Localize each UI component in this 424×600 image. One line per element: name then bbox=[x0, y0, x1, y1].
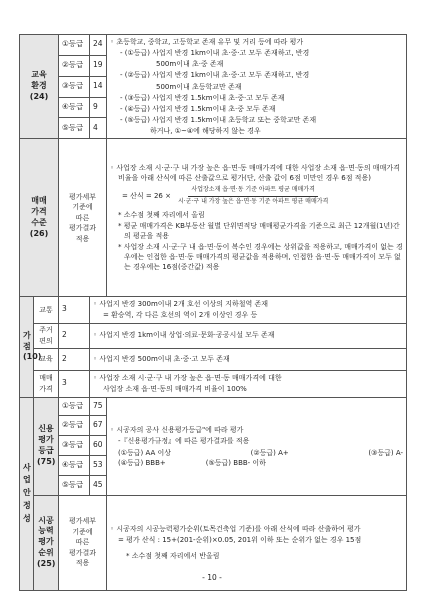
capacity-category: 시공 능력 평가 순위 (25) bbox=[34, 495, 59, 590]
bonus-row-3 bbox=[20, 348, 407, 370]
formula-fraction bbox=[175, 186, 331, 206]
price-category: 매매 가격 수준 (26) bbox=[20, 139, 59, 297]
page-number: - 10 - bbox=[202, 573, 222, 582]
grade-score: 67 bbox=[90, 415, 107, 435]
edu-row-1 bbox=[20, 35, 407, 56]
desc-note: * 소수점 첫째 자리에서 반올림 bbox=[126, 551, 220, 560]
grade-label: ①등급 bbox=[59, 397, 90, 415]
grade-label: ①등급 bbox=[59, 35, 90, 56]
credit-grade-text: (②등급) A+ bbox=[250, 448, 289, 457]
credit-grade-text: (⑤등급) BBB- 이하 bbox=[205, 458, 266, 467]
desc-note: * 평균 매매가격은 KB부동산 월별 단위면적당 매매평균가격을 기준으로 최근 12개월(1년)간의 평균을 적용 bbox=[118, 221, 400, 240]
grade-label: ⑤등급 bbox=[59, 475, 90, 495]
grade-label: ②등급 bbox=[59, 55, 90, 76]
bonus-label: 매매 가격 bbox=[34, 370, 59, 397]
desc-line: -『신용평가규정』에 따른 평가결과를 적용 bbox=[118, 437, 250, 446]
grade-score: 14 bbox=[90, 76, 107, 97]
grade-label: ③등급 bbox=[59, 435, 90, 455]
desc-note: * 사업장 소재 시·군·구 내 읍·면·동이 복수인 경우에는 상위값을 적용하고, 매매가격이 없는 경우에는 인접한 읍·면·동 매매가격의 평균값을 적용하며, 인접한 읍·면·동 매매가격이 모두 없는 경우에는 16점(중간값) 적용 bbox=[118, 243, 403, 272]
desc-line: ◦ 사업지 반경 300m이내 2개 호선 이상의 지하철역 존재 bbox=[93, 300, 269, 309]
grade-score: 19 bbox=[90, 55, 107, 76]
bonus-score: 2 bbox=[59, 348, 90, 370]
capacity-eval-method: 평가세부 기준에 따른 평가결과 적용 bbox=[59, 495, 107, 590]
grade-label: ④등급 bbox=[59, 97, 90, 118]
credit-grade-line-1 bbox=[110, 448, 403, 458]
bonus-score: 3 bbox=[59, 297, 90, 323]
desc-line: - (②등급) 사업지 반경 1km이내 초·중·고 모두 존재하고, 반경 bbox=[120, 71, 310, 80]
price-description bbox=[107, 139, 407, 297]
bonus-row-4 bbox=[20, 370, 407, 397]
formula-prefix: = 산식 = 26 × bbox=[122, 192, 171, 201]
grade-label: ④등급 bbox=[59, 455, 90, 475]
desc-line: = 평가 산식 : 15+(201-순위)×0.05, 201위 이하 또는 순위가 없는 경우 15점 bbox=[118, 536, 362, 545]
grade-score: 9 bbox=[90, 97, 107, 118]
evaluation-criteria-table bbox=[19, 34, 407, 591]
grade-score: 45 bbox=[90, 475, 107, 495]
desc-line: 사업장 소재 읍·면·동의 매매가격 비율이 100% bbox=[103, 385, 247, 394]
desc-line: - (④등급) 사업지 반경 1.5km이내 초·중 모두 존재 bbox=[120, 104, 276, 113]
edu-description bbox=[107, 35, 407, 139]
grade-score: 75 bbox=[90, 397, 107, 415]
desc-line: - (⑤등급) 사업지 반경 1.5km이내 초등학교 또는 중학교만 존재 bbox=[120, 115, 317, 124]
price-formula bbox=[122, 186, 403, 206]
desc-line: - (①등급) 사업지 반경 1km이내 초·중·고 모두 존재하고, 반경 bbox=[120, 49, 310, 58]
desc-line: 하거나, ①~④에 해당하지 않는 경우 bbox=[150, 127, 261, 136]
desc-line: ◦ 사업장 소재 시·군·구 내 가장 높은 읍·면·동 매매가격에 대한 bbox=[93, 373, 282, 382]
desc-line: ◦ 시공자의 시공능력평가순위(토목건축업 기준)를 아래 산식에 따라 산출하여 평가 bbox=[110, 525, 361, 534]
bonus-label: 교육 bbox=[34, 348, 59, 370]
desc-line: 500m이내 초·중 존재 bbox=[156, 60, 224, 69]
bonus-label: 교통 bbox=[34, 297, 59, 323]
grade-score: 24 bbox=[90, 35, 107, 56]
credit-grade-text: (①등급) AA 이상 bbox=[118, 448, 172, 457]
desc-line: ◦ 사업지 반경 500m이내 초·중·고 모두 존재 bbox=[93, 354, 230, 363]
business-stability-category: 사 업 안 정 성 bbox=[20, 397, 34, 590]
desc-line: = 환승역, 각 다른 호선의 역이 2개 이상인 경우 등 bbox=[103, 311, 258, 320]
bonus-description bbox=[90, 348, 407, 370]
credit-grade-line-2 bbox=[110, 458, 403, 468]
grade-score: 60 bbox=[90, 435, 107, 455]
bonus-row-2 bbox=[20, 323, 407, 348]
formula-denominator: 시·군·구 내 가장 높은 읍·면·동 기준 아파트 평균 매매가격 bbox=[177, 197, 329, 205]
desc-line: ◦ 사업장 소재 시·군·구 내 가장 높은 읍·면·동 매매가격에 대한 사업장 소재 읍·면·동의 매매가격 비율을 아래 산식에 따른 산출값으로 평가(단, 산출 값이 6점 미만인 경우 6점 적용) bbox=[110, 164, 400, 183]
desc-line: ◦ 사업지 반경 1km이내 상업·의료·문화·공공시설 모두 존재 bbox=[93, 331, 275, 340]
price-row bbox=[20, 139, 407, 297]
bonus-description bbox=[90, 297, 407, 323]
desc-line: - (③등급) 사업지 반경 1.5km이내 초·중·고 모두 존재 bbox=[120, 93, 285, 102]
credit-description bbox=[107, 397, 407, 495]
grade-score: 4 bbox=[90, 118, 107, 139]
grade-label: ⑤등급 bbox=[59, 118, 90, 139]
desc-line: ◦ 초등학교, 중학교, 고등학교 존재 유무 및 거리 등에 따라 평가 bbox=[110, 38, 304, 46]
grade-label: ②등급 bbox=[59, 415, 90, 435]
price-eval-method: 평가세부 기준에 따른 평가결과 적용 bbox=[59, 139, 107, 297]
formula-numerator: 사업장소재 읍·면·동 기준 아파트 평균 매매가격 bbox=[188, 186, 317, 197]
desc-line: 500m이내 초등학교만 존재 bbox=[156, 82, 242, 91]
credit-row-1 bbox=[20, 397, 407, 415]
bonus-score: 3 bbox=[59, 370, 90, 397]
credit-grade-text: (③등급) A- bbox=[368, 448, 403, 457]
desc-line: ◦ 시공자의 공사 신용평가등급"에 따라 평가 bbox=[110, 426, 244, 435]
bonus-description bbox=[90, 323, 407, 348]
desc-note: * 소수점 첫째 자리에서 올림 bbox=[118, 210, 205, 219]
credit-category: 신용 평가 등급 (75) bbox=[34, 397, 59, 495]
credit-grade-text: (④등급) BBB+ bbox=[118, 458, 166, 467]
grade-label: ③등급 bbox=[59, 76, 90, 97]
edu-category: 교육 환경 (24) bbox=[20, 35, 59, 139]
bonus-row-1 bbox=[20, 297, 407, 323]
bonus-description bbox=[90, 370, 407, 397]
bonus-score: 2 bbox=[59, 323, 90, 348]
bonus-label: 주거 편의 bbox=[34, 323, 59, 348]
bonus-category: 가점 (10) bbox=[20, 297, 34, 397]
grade-score: 53 bbox=[90, 455, 107, 475]
